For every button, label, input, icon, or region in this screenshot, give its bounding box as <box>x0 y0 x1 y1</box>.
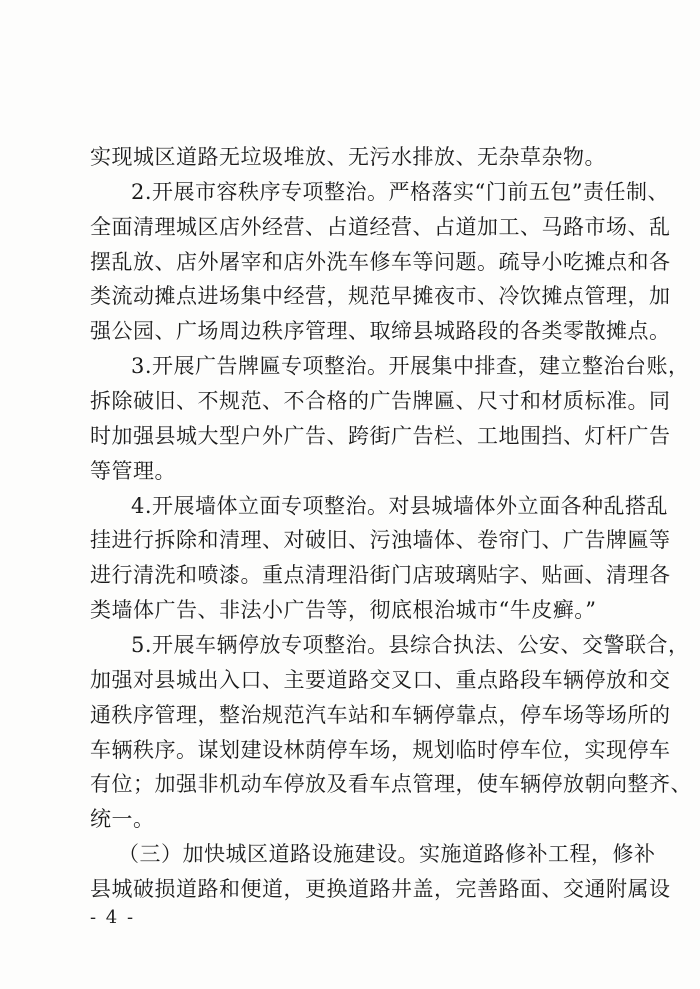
text-line-1: 实现城区道路无垃圾堆放、无污水排放、无杂草杂物。 <box>90 145 606 169</box>
text-line-11: 4.开展墙体立面专项整治。对县城墙体外立面各种乱搭乱 <box>131 494 669 518</box>
text-line-20: 统一。 <box>90 807 155 831</box>
text-line-5: 类流动摊点进场集中经营，规范早摊夜市、冷饮摊点管理，加 <box>90 284 671 308</box>
text-line-13: 进行清洗和喷漆。重点清理沿街门店玻璃贴字、贴画、清理各 <box>90 563 671 587</box>
text-line-3: 全面清理城区店外经营、占道经营、占道加工、马路市场、乱 <box>90 215 671 239</box>
text-line-7: 3.开展广告牌匾专项整治。开展集中排查，建立整治台账， <box>131 354 690 378</box>
text-line-15: 5.开展车辆停放专项整治。县综合执法、公安、交警联合， <box>131 633 690 657</box>
text-line-12: 挂进行拆除和清理、对破旧、污浊墙体、卷帘门、广告牌匾等 <box>90 528 671 552</box>
text-line-8: 拆除破旧、不规范、不合格的广告牌匾、尺寸和材质标准。同 <box>90 389 671 413</box>
text-line-16: 加强对县城出入口、主要道路交叉口、重点路段车辆停放和交 <box>90 668 671 692</box>
page-number: - 4 - <box>90 907 136 928</box>
text-line-18: 车辆秩序。谋划建设林荫停车场，规划临时停车位，实现停车 <box>90 738 671 762</box>
text-line-14: 类墙体广告、非法小广告等，彻底根治城市“牛皮癣。” <box>90 598 597 622</box>
text-line-22: 县城破损道路和便道，更换道路井盖，完善路面、交通附属设 <box>90 877 671 901</box>
text-line-17: 通秩序管理，整治规范汽车站和车辆停靠点，停车场等场所的 <box>90 703 671 727</box>
text-line-9: 时加强县城大型户外广告、跨街广告栏、工地围挡、灯杆广告 <box>90 424 671 448</box>
text-line-6: 强公园、广场周边秩序管理、取缔县城路段的各类零散摊点。 <box>90 319 671 343</box>
text-line-4: 摆乱放、店外屠宰和店外洗车修车等问题。疏导小吃摊点和各 <box>90 250 671 274</box>
text-line-2: 2.开展市容秩序专项整治。严格落实“门前五包”责任制、 <box>131 180 670 204</box>
text-line-10: 等管理。 <box>90 459 176 483</box>
text-line-21: （三）加快城区道路设施建设。实施道路修补工程，修补 <box>118 842 656 866</box>
text-line-19: 有位；加强非机动车停放及看车点管理，使车辆停放朝向整齐、 <box>90 772 692 796</box>
